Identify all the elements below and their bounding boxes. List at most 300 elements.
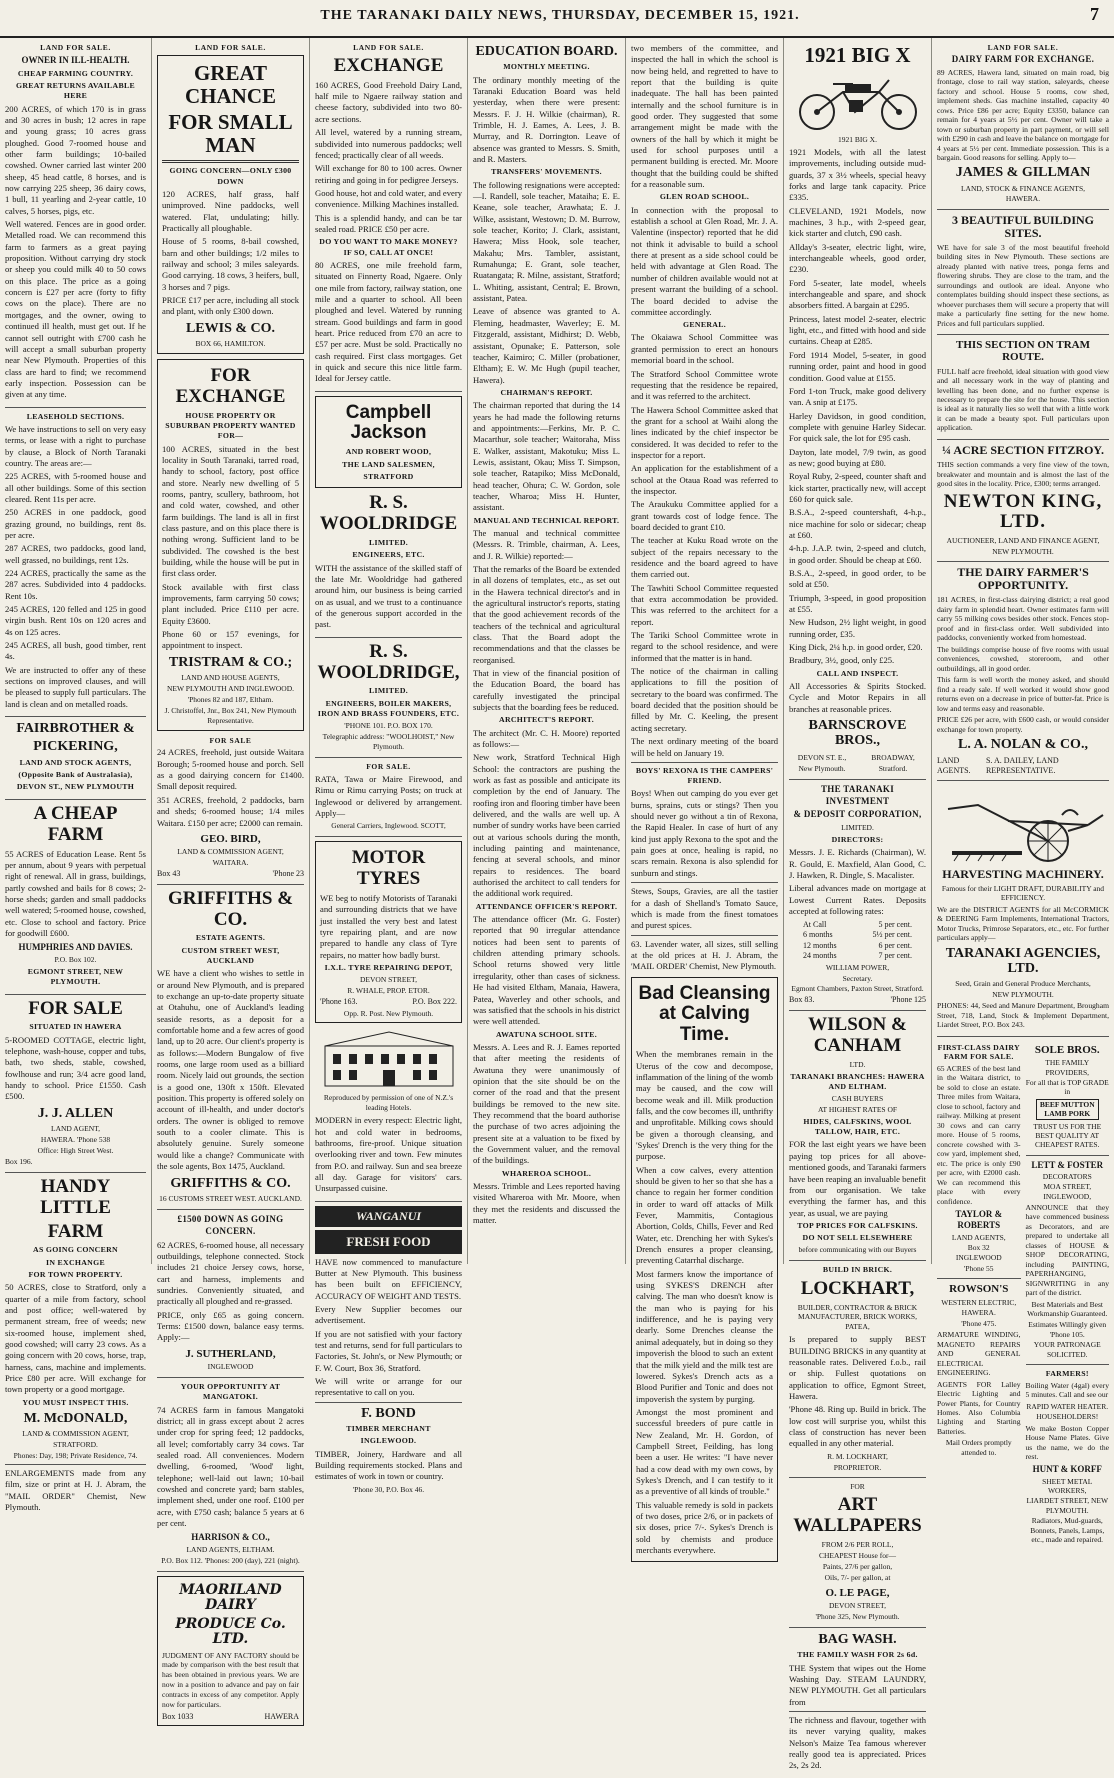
box-number: P.O. Box 222. [412, 996, 457, 1006]
section-label: FOR SALE [209, 735, 252, 745]
ad-sole-bros [1026, 1044, 1110, 1156]
firm-lines [937, 756, 1109, 776]
firm-line: AUCTIONEER, LAND AND FINANCE AGENT, [946, 536, 1100, 546]
firm-line: INGLEWOOD [955, 1253, 1002, 1263]
firm-line: DEVON ST., NEW PLYMOUTH [16, 782, 135, 792]
firm-line: R. WHALE, PROP. ETOR. [347, 986, 430, 996]
ad-body: The buildings comprise house of five rooms with usual conveniences, cowshed, storeroom, and other outbuildings, all in good order. [937, 644, 1109, 673]
article-paragraph: That in view of the financial position of the Education Board, the board has carefully investigated the principal subjects that the boarding fees be reduced. [473, 668, 620, 713]
article-subhead: CHAIRMAN'S REPORT. [500, 387, 593, 397]
box-number: Box 1033 [162, 1711, 194, 1721]
ad-body: Messrs. J. E. Richards (Chairman), W. R. Gould, E. Maxfield, Alan Good, C. J. Hawken, R. Dingle, S. Macalister. [789, 847, 926, 881]
ad-going-concern [157, 1214, 304, 1378]
column-2 [152, 38, 310, 1721]
ad-body: 65 ACRES of the best land in the Waitara district, to be sold to close an estate. Three miles from Waitara, close to school, factory and railway. Milking at present 30 cows and can carry more. House of 5 rooms, concrete cowshed with 3-cow yard, implement shed, etc. The price is only £90 per acre, with £2000 cash. We can recommend this place with every confidence. [937, 1063, 1021, 1206]
phone-number: 'Phone 55 [964, 1263, 994, 1273]
firm-line: ENGINEERS, ETC. [352, 550, 425, 560]
firm-name: HUNT & KORFF [1032, 1464, 1102, 1475]
ad-body: 160 ACRES, Good Freehold Dairy Land, half mile to Ngaere railway station and cheese factory, subdivided into two 80-acre sections. [315, 79, 462, 124]
list-item: 225 ACRES, with 5-roomed house and all other buildings. Some of this section cleared. Rent 11s per acre. [5, 471, 146, 504]
divider [162, 160, 299, 163]
masthead [0, 0, 1114, 38]
ad-wilson-canham [789, 1015, 926, 1261]
ad-title: ART WALLPAPERS [793, 1494, 922, 1537]
firm-line: New Plymouth. [798, 763, 846, 773]
article-title: EDUCATION BOARD. [475, 44, 618, 59]
ad-title: FARMERS! [1045, 1369, 1089, 1379]
firm-line: NEW PLYMOUTH. [992, 989, 1054, 999]
ad-body: WE have a client who wishes to settle in or around New Plymouth, and is prepared to exchange an up-to-date property situate at Otahuhu, one of Auckland's leading seaside resorts, as a deposit for a comfortable home and a few acres of good land, up to 20 acre. Our client's property is as follows:—Modern Bungalow of five rooms, one large room used as a billiard room. Nicely laid out grounds, the section is a good one, 130ft x 150ft. Elevated position. This property is offered solely on account of ill-health, and under doctor's orders. The owner is obliged to remove south to a cooler climate. This is absolutely genuine. Surely someone would like a change? Communicate with the sole agents, Box 1475, Auckland. [157, 968, 304, 1172]
firm-line: THE FAMILY PROVIDERS, [1045, 1058, 1090, 1077]
ad-subtitle: THE FAMILY WASH FOR 2s 6d. [797, 1650, 918, 1660]
ad-body: The richness and flavour, together with its never varying quality, makes Nelson's Maize Tea famous wherever really good tea is appreciated. Prices 2s, 2s 2d. [789, 1714, 926, 1771]
ad-title: LEASEHOLD SECTIONS. [26, 411, 125, 421]
ad-fairbrother-pickering [5, 721, 146, 800]
firm-line: LAND AGENT, [50, 1124, 101, 1134]
ad-line: HOUSEHOLDERS! [1036, 1412, 1099, 1422]
firm-line: ESTATE AGENTS. [195, 933, 266, 943]
list-item: Royal Ruby, 2-speed, counter shaft and kick starter, practically new, will accept £60 for quick sale. [789, 471, 926, 504]
illustration-caption: Reproduced by permission of one of N.Z.'s leading Hotels. [323, 1093, 454, 1113]
ad-for-sale-hawera [5, 999, 146, 1173]
ad-subtitle: before communicating with our Buyers [798, 1245, 917, 1255]
list-item: 250 ACRES in one paddock, good grazing ground, no buildings, rent 8s. per acre. [5, 507, 146, 540]
article-paragraph: Messrs. Trimble and Lees reported having visited Whareroa with Mr. Moore, when they met the residents and discussed the matter. [473, 1180, 620, 1225]
ad-body: 74 ACRES farm in famous Mangatoki district; all in grass except about 2 acres under crop for spring feed; 12 paddocks, all level; comfortably carry 34 cows. Tar sealed road. All conveniences. Modern dwelling, 6-roomed, 'Wood' light, telephone; well-laid out lawn; 10-bail cowshed and concrete yard; barn stables, implement shed, under one roof. £100 per acre, with £750 cash; balance 5 years at 6 per cent. [157, 1404, 304, 1529]
firm-line: General Carriers, Inglewood. SCOTT, [331, 821, 446, 831]
ad-body: 24 ACRES, freehold, just outside Waitara Borough; 5-roomed house and porch. Sell as a good dairying concern for £1400. Small deposit required. [157, 747, 304, 792]
phone-number: 'Phone 30, P.O. Box 46. [352, 1484, 425, 1494]
ad-subtitle: Famous for their LIGHT DRAFT, DURABILITY and EFFICIENCY. [941, 883, 1105, 903]
ad-subtitle: TOP PRICES FOR CALFSKINS. [797, 1220, 918, 1230]
ad-title: OWNER IN ILL-HEALTH. [21, 54, 130, 65]
logo-text: PRODUCE Co. LTD. [175, 1615, 286, 1648]
list-item: B.S.A., 2-speed countershaft, 4-h.p., nice machine for solo or sidecar; cheap at £60. [789, 507, 926, 540]
bottom-right-ads [1026, 1041, 1110, 1554]
ad-body: MODERN in every respect: Electric light, hot and cold water in bedrooms, bathrooms, fire-proof. Unique situation overlooking river and town. Few minutes from P.O. and railway. Sun and sea breeze all day. Garage for visitors' cars. Unsurpassed cuisine. [315, 1115, 462, 1194]
firm-line: Opp. R. Post. New Plymouth. [343, 1008, 434, 1018]
ad-title: BAG WASH. [818, 1631, 897, 1647]
ad-body: RATA, Tawa or Maire Firewood, and Rimu or Rimu carrying Posts; on truck at Inglewood or delivered by arrangement. Apply— [315, 773, 462, 818]
ad-body: PRICE £17 per acre, including all stock and plant, with only £300 down. [162, 294, 299, 317]
ad-body: WE have for sale 3 of the most beautiful freehold building sites in New Plymouth. These sections are already planted with native trees, ponga ferns and flowering shrubs. They are close to the tram, and the surroundings and outlook are ideal. Anyone who contemplates building should inspect these sections, as whoever purchases them will secure a property that will make a particularly fine setting for the new home. Prices and full particulars supplied. [937, 242, 1109, 328]
ad-tram-route [937, 339, 1109, 440]
firm-name: J. SUTHERLAND, [185, 1347, 276, 1360]
article-paragraph: The notice of the chairman in calling applications to fill the position of secretary to the board was confirmed. The board decided that the position should be filled by Mr. C. Keeling, the present acting secretary. [631, 666, 778, 733]
ad-body: This farm is well worth the money asked, and should find a ready sale. If well worked it would show good returns even on a decrease in price of butter-fat. Price is low and terms easy and reasonable. [937, 675, 1109, 713]
list-item: Princess, latest model 2-seater, electric light, etc., and fitted with hood and side curtains. Cheap at £285. [789, 313, 926, 347]
firm-line: P.O. Box 102. [54, 955, 97, 965]
firm-name: THE TARANAKI INVESTMENT [820, 783, 895, 806]
rate-value: 5 per cent. [878, 919, 912, 929]
firm-name: R. S. WOOLDRIDGE, [317, 640, 460, 683]
ad-title: FIRST-CLASS DAIRY FARM FOR SALE. [937, 1042, 1020, 1062]
ad-sykes-drench [631, 977, 778, 1563]
ad-body: ENLARGEMENTS made from any film, size or print at H. J. Abram, the "MAIL ORDER" Chemist, New Plymouth. [5, 1468, 146, 1513]
firm-line: 'Phone 325, New Plymouth. [815, 1612, 900, 1622]
ad-title: FOR SALE [28, 997, 123, 1019]
box-number: Box 43 [157, 869, 181, 879]
list-item: King Dick, 2¼ h.p. in good order, £20. [789, 642, 923, 653]
ad-body: 'Phone 48. Ring up. Build in brick. The low cost will surprise you, whilst this class of construction has never been equalled in any other material. [789, 1404, 926, 1449]
ad-body: Every New Supplier becomes our advertisement. [315, 1303, 462, 1326]
firm-line: (Opposite Bank of Australasia), [18, 770, 133, 780]
firm-line: TARANAKI BRANCHES: HAWERA AND ELTHAM. [790, 1071, 925, 1091]
ad-building-sites [937, 214, 1109, 336]
firm-line: Radiators, Mud-guards, Bonnets, Panels, Lamps, etc., made and repaired. [1030, 1516, 1105, 1544]
divider [5, 1464, 146, 1465]
firm-name: L. A. NOLAN & CO., [958, 737, 1088, 753]
ad-body: 100 ACRES, situated in the best locality in South Taranaki, tarred road, handy to school, factory, post office and store. Nearly new dwelling of 5 rooms, pantry, scullery, bathroom, hot and cold water, cowshed, and other farm buildings. The land is all in first class pasture, and on this place there is nothing wrong. Sufficient land to be subdivided. The cowshed is the best building, while the house will be put in first class order. [162, 443, 299, 579]
ad-body: 62 ACRES, 6-roomed house, all necessary outbuildings, telephone connected. Stock includes 21 choice Jersey cows, horse, cart and harness, implements and sundries. Conveniently situated, and practically all ploughed and re-grassed. [157, 1239, 304, 1307]
ad-body: 120 ACRES, half grass, half unimproved. Nine paddocks, well watered. Flat, undulating; hilly. Practically all ploughable. [162, 188, 299, 233]
firm-line: LAND AND STOCK AGENTS, [19, 757, 132, 767]
list-item: 1921 Models, with all the latest improvements, including outside mud-guards, 37 x 3½ wheels, special heavy forks and large tank capacity. Price £335. [789, 146, 926, 203]
section-label: FOR SALE. [366, 761, 411, 771]
ad-line: FROM 2/6 PER ROLL, [821, 1540, 894, 1550]
list-item: 224 ACRES, practically the same as the 287 acres. Subdivided into 4 paddocks. Rent 10s. [5, 567, 146, 601]
ad-line: Estimates Willingly given [1028, 1319, 1107, 1329]
ad-body: WE beg to notify Motorists of Taranaki and surrounding districts that we have just installed the very best and latest tyre repairing plant, and are now prepared to handle any class of Tyre repairs, no matter how badly burst. [320, 892, 457, 960]
article-paragraph: The Tawhiti School Committee requested that extra accommodation be provided. This was referred to the architect for a report. [631, 582, 778, 627]
section-label: LAND FOR SALE. [195, 43, 266, 52]
ad-title: BOYS' REXONA IS THE CAMPERS' FRIEND. [635, 765, 774, 786]
list-item: 245 ACRES, all bush, good timber, rent 4s. [5, 640, 146, 662]
firm-line: LAND AGENTS, ELTHAM. [186, 1545, 275, 1555]
firm-line: Phones: Day, 198; Private Residence, 74. [13, 1451, 138, 1461]
article-paragraph: two members of the committee, and inspected the hall in which the school is now being held, and regretted to have to report that the building is quite inadequate. The hall has been painted internally and the school furniture is in good order. They suggested that some arrangement might be made with the owners of the hall by which it might be used for school purposes until a permanent building is erected. Mr. Moore thought that the building could be shifted for a reasonable sum. [631, 43, 778, 190]
firm-line: J. Christoffel, Jnr., Box 241, New Plymouth Representative. [164, 705, 297, 725]
rate-term: 24 months [803, 951, 837, 961]
ad-body: Boys! When out camping do you ever get burns, sprains, cuts or stings? Then you should never go without a tin of Rexona, the Rapid Healer. In case of hurt of any kind just apply Rexona to the spot and the pain goes at once, healing is rapid, no scars remain. Rexona is also splendid for sunburn and stings. [631, 788, 778, 878]
ad-title: £1500 DOWN AS GOING CONCERN. [177, 1213, 284, 1236]
firm-name: GEO. BIRD, [200, 832, 261, 845]
rate-value: 7 per cent. [878, 951, 912, 961]
firm-line: LAND AGENTS. [937, 755, 971, 775]
phone-number: 'Phone 163. [320, 996, 358, 1006]
article-subhead: GENERAL. [683, 320, 726, 330]
ad-body: We will write or arrange for our representative to call on you. [315, 1376, 462, 1398]
list-item: Ford 1-ton Truck, make good delivery van. A snip at £175. [789, 385, 926, 408]
page-number: 7 [1090, 4, 1100, 24]
ad-body: When the membranes remain in the Uterus of the cow and decompose, inflammation of the lining of the womb may be caused, and the cow will become weak and ill. Milk production falls, and the cow becomes ill, unthrifty and unprofitable. Milking cows should be given a thorough cleansing, and 'Sykes' Drench is the very thing for the purpose. [636, 1049, 773, 1162]
ad-body: Well watered. Fences are in good order. Metalled road. We can recommend this farm to farmers as a great paying proposition. Without carrying dry stock or sheep you could milk 40 to 50 cows on this place. The price as a going concern is £27 per acre (forty to fifty cows on the place). There are no mortgages, and the owner, owing to continued ill health, must get out. If he cannot sell outright with £700 cash he will accept a small suburban property near New Plymouth. Properties of this class are hard to find; we recommend early inspection. Possession can be given at any time. [5, 219, 146, 400]
firm-line: Egmont Chambers, Paxton Street, Stratford. [791, 984, 924, 994]
firm-name: GRIFFITHS & CO. [170, 1175, 291, 1191]
article-paragraph: The chairman reported that during the 14 years he had made the following returns and appointments:—Ferkins, Mr. P. C. Macarthur, sole teacher; Waitoraha, Miss E. Walker, assistant, Makotuku; Miss L. Lewis, assistant, Okau; Miss T. Simpson, sole teacher, Ratapiko; Miss McDonald, head teacher, Ohura; C. W. Gordon, sole teacher, Wharoa; Miss H. Hunter, assistant. [473, 400, 620, 513]
ad-subtitle: DO NOT SELL ELSEWHERE [802, 1233, 913, 1243]
firm-line: BOX 66, HAMILTON. [195, 339, 266, 348]
list-item: New Hudson, 2½ light weight, in good running order, £35. [789, 617, 926, 639]
ad-title: MOTOR TYRES [351, 847, 426, 889]
ad-subtitle: HIDES, CALFSKINS, WOOL TALLOW, HAIR, ETC. [803, 1116, 912, 1137]
ad-maoriland-dairy [157, 1576, 304, 1726]
ad-subtitle: AT HIGHEST RATES OF [817, 1105, 898, 1115]
article-paragraph: The Tariki School Committee wrote in regard to the school residence, and were informed that the matter is in hand. [631, 630, 778, 663]
ad-body: Most farmers know the importance of using SYKES'S DRENCH after calving. The man who doesn't know is the man who is paying for his indifference, and he is paying very dearly. Some Drenches cleanse the animal adequately, but in doing so they impoverish the blood to such an extent that the milk yield and the milk test are lowered. Sykes's Drench acts as a Blood Purifier and Tonic and does not impoverish the system by purging. [636, 1268, 773, 1404]
firm-line: PROPRIETOR. [833, 1462, 882, 1472]
rate-value: 5½ per cent. [872, 930, 912, 940]
article-paragraph: An application for the establishment of a school at the Otaua Road was referred to the inspector. [631, 463, 778, 496]
ad-subtitle: FOR TOWN PROPERTY. [28, 1270, 123, 1279]
box-number: Box 83. [789, 995, 815, 1005]
article-subhead: TRANSFERS' MOVEMENTS. [491, 167, 602, 177]
firm-line: 16 CUSTOMS STREET WEST. AUCKLAND. [159, 1193, 302, 1203]
firm-line: For all that is TOP GRADE in [1025, 1078, 1109, 1097]
ad-title: HANDY LITTLE [40, 1175, 111, 1218]
article-paragraph: The Okaiawa School Committee was granted permission to erect an honours memorial board in the school. [631, 332, 778, 366]
firm-line: INGLEWOOD [207, 1362, 254, 1372]
firm-line: INGLEWOOD. [360, 1436, 417, 1446]
firm-name: PICKERING, [33, 739, 118, 755]
ad-body: We are instructed to offer any of these sections on improved clauses, and will be pleased to supply full particulars. The land is clean and on metalled roads. [5, 664, 146, 709]
ad-rowsons [937, 1283, 1021, 1462]
firm-name: TARANAKI AGENCIES, LTD. [945, 945, 1101, 976]
ad-title: FARM [47, 1220, 104, 1242]
ad-body: Good house, hot and cold water, and every convenience. Milking Machines installed. [315, 187, 462, 210]
firm-line: Stratford. [878, 763, 908, 773]
ad-title: EXCHANGE [333, 54, 444, 76]
motorcycle-illustration [793, 70, 923, 132]
rate-row [789, 951, 926, 962]
article-paragraph: That the remarks of the Board be extended in all dozens of templates, etc., as set out in the Hawera technical director's and in the agricultural instructor's reports, stating that the good achievement records of the teachers of the technical and agricultural class. That the Board adopt the recommendations and that the classes be reorganised. [473, 563, 620, 665]
ad-great-chance [157, 55, 304, 354]
ad-lett-foster [1026, 1160, 1110, 1365]
ad-body: 80 ACRES, one mile freehold farm, situated on Finnerty Road, Ngaere. Only one mile from factory, railway station, one mile and a quarter to school. All been ploughed and level. Watered by running stream. Good buildings and farm in good heart. Price reduced from £70 an acre to £57 per acre. Must be sold. Practically no cash required. First class mortgages. Get in quick and secure this nice little farm. Ideal for Jersey cattle. [315, 259, 462, 384]
ad-body: THE System that wipes out the Home Washing Day. STEAM LAUNDRY, NEW PLYMOUTH. Get all particulars from [789, 1662, 926, 1707]
rate-row [789, 920, 926, 931]
firm-line: LIARDET STREET, NEW PLYMOUTH. [1026, 1496, 1109, 1515]
ad-title: FOR EXCHANGE [175, 364, 286, 407]
firm-contact [320, 997, 457, 1008]
box-number: Box 196. [5, 1156, 33, 1166]
ad-body: 351 ACRES, freehold, 2 paddocks, barn and sheds; 6-roomed house; 1/4 miles Waitara. £150 per acre; £2000 can remain. [157, 794, 304, 828]
ad-footer [162, 1712, 299, 1723]
ad-subtitle: DO YOU WANT TO MAKE MONEY? IF SO, CALL AT ONCE! [319, 237, 458, 257]
ad-body: ARMATURE WINDING, MAGNETO REPAIRS AND GENERAL ELECTRICAL ENGINEERING. [937, 1330, 1021, 1378]
ad-title: THE DAIRY FARMER'S OPPORTUNITY. [957, 565, 1089, 593]
ad-body: All Accessories & Spirits Stocked. Cycle and Motor Repairs in all branches at reasonable prices. [789, 681, 926, 714]
ad-line: RAPID WATER HEATER. [1026, 1401, 1109, 1411]
column-1 [0, 38, 152, 1513]
column-6 [784, 38, 932, 1771]
firm-name: TAYLOR & ROBERTS [955, 1209, 1003, 1231]
meat-box: BEEF MUTTON LAMB PORK [1036, 1099, 1100, 1120]
ad-subtitle: IN EXCHANGE [46, 1257, 105, 1267]
divider [789, 1711, 926, 1712]
ad-griffiths [157, 889, 304, 1210]
ad-body: Is prepared to supply BEST BUILDING BRICKS in any quantity at reasonable rates. Delivered f.o.b., rail or ship. Fullest quotations on application to office, Egmont Street, Hawera. [789, 1334, 926, 1401]
ad-title: 1921 BIG X [804, 43, 911, 67]
firm-line: WESTERN ELECTRIC, [941, 1297, 1017, 1307]
harvesting-machine-illustration [938, 785, 1108, 865]
firm-name: ROWSON'S [949, 1283, 1009, 1296]
ad-firewood [315, 762, 462, 837]
list-item: Harley Davidson, in good condition, complete with genuine Harley Sidecar. For quick sale, the lot for £95 cash. [789, 410, 926, 444]
ad-harvesting-machinery [937, 785, 1109, 1037]
ad-line: CHEAPEST House for— [819, 1550, 896, 1560]
ad-leasehold-sections [5, 412, 146, 718]
firm-line: BROADWAY, [871, 752, 915, 762]
list-item: Triumph, 3-speed, in good proposition at £55. [789, 592, 926, 615]
ad-title: THIS SECTION ON TRAM ROUTE. [956, 339, 1090, 364]
firm-line: 'Phones 82 and 187, Eltham. [187, 694, 274, 704]
list-item: Allday's 3-seater, electric light, wire, interchangeable wheels, good order, £230. [789, 241, 926, 275]
article-paragraph: The ordinary monthly meeting of the Taranaki Education Board was held yesterday, when there were present: Messrs. F. J. H. Wilkie (chairman), R. Trimble, H. J. Eames, A. Lees, J. B. Murray, and R. Dorrington. Leave of absence was granted to Messrs. S. Smith, and R. Masters. [473, 74, 620, 165]
ad-subtitle: AS GOING CONCERN [33, 1245, 118, 1255]
ad-bag-wash [789, 1632, 926, 1778]
ad-subtitle: CALL AND INSPECT. [816, 668, 899, 678]
ad-first-class-dairy-farm [937, 1043, 1021, 1280]
ad-body: All level, watered by a running stream, subdivided into numerous paddocks; well fenced; practically clear of all weeds. [315, 127, 462, 160]
firm-line: Seed, Grain and General Produce Merchants, [955, 979, 1091, 989]
phone-number: 'Phone 125 [890, 995, 926, 1005]
firm-line: LIMITED. [368, 538, 408, 547]
column-7 [932, 38, 1114, 1544]
firm-line: WAITARA. [212, 858, 249, 868]
ad-big-x-motorcycle [789, 44, 926, 780]
ad-body: ANNOUNCE that they have commenced business as Decorators, and are prepared to undertake all classes of HOUSE & SHOP DECORATING, including PAINTING, PAPERHANGING, SIGNWRITING in any part of the district. [1025, 1203, 1109, 1298]
illustration-caption: 1921 BIG X. [838, 135, 877, 145]
article-subhead: GLEN ROAD SCHOOL. [659, 192, 750, 202]
ad-body: Boiling Water (4gal) every 5 minutes. Call and see our [1025, 1380, 1109, 1400]
bottom-split-ads [937, 1041, 1109, 1554]
ad-wanganui-fresh-food [315, 1206, 462, 1500]
ad-body: 200 ACRES, of which 170 is in grass and 30 acres in bush; 12 acres in rape and young grass; 10 acres grass ploughed. Good 7-roomed house and other farm buildings; 10-bailed cowshed. Owner carried last winter 200 sheep, 45 head cattle, 8 horses, and is now carrying 225 sheep, 36 dairy cows, 1 bull, 11 yearling and 2-year cattle, 10 calves, 5 horses, pigs, etc. [5, 103, 146, 216]
ad-body: When a cow calves, every attention should be given to her so that she has a chance to regain her former condition in order to ward off attacks of Milk Fever, Mammitis, Contagious Abortion, Colds, Chills, Fever and Red Water, etc. Drenching her with Sykes's Drench ensures a proper cleansing, preventing Catarrhal discharge. [636, 1164, 773, 1266]
firm-name: HUMPHRIES AND DAVIES. [18, 942, 133, 953]
town-name: HAWERA [264, 1711, 299, 1721]
ad-footer: Mail Orders promptly attended to. [945, 1438, 1012, 1457]
ad-body: Liberal advances made on mortgage at Lowest Current Rates. Deposits accepted at following rates: [789, 883, 926, 917]
firm-line: R. M. LOCKHART, [827, 1451, 888, 1461]
ad-body: We have instructions to sell on very easy terms, or lease with a right to purchase by clause, a Block of North Taranaki country. The areas are:— [5, 423, 146, 468]
firm-addresses [789, 752, 926, 775]
article-paragraph: The attendance officer (Mr. G. Foster) reported that 90 irregular attendance notices had been sent to parents of children attending primary schools. School returns showed very little irregularity, other than cases of sickness. He had visited Eltham, Manaia, Hawera, Patea, Waverley and other schools, and was satisfied that the schools in his district were well attended. [473, 914, 620, 1027]
firm-line: SHEET METAL WORKERS, [1042, 1476, 1093, 1496]
firm-line: HAWERA. 'Phone 538 [40, 1135, 111, 1145]
list-item: 4-h.p. J.A.P. twin, 2-speed and clutch, in good order. Should be cheap at £60. [789, 543, 926, 565]
ad-body: This is a splendid handy, and can be tar sealed road. PRICE £50 per acre. [315, 212, 462, 234]
ad-body: 55 ACRES of Education Lease. Rent 5s per annum, about 9 years with perpetual right of renewal. All in grass, buildings, partly cowshed and bails for 8 cows; 2-horse sheds; garden and small paddocks well watered; 5-roomed house, cowshed, etc. Close to school and factory. Price for goodwill £600. [5, 848, 146, 938]
firm-name: WILSON & CANHAM [808, 1013, 907, 1056]
firm-line: EGMONT STREET, NEW PLYMOUTH. [27, 967, 124, 987]
ad-taranaki-investment [789, 784, 926, 1011]
ad-body: Stock available with first class improvements, farm carrying 50 cows; plant included. Price £110 per acre. Equity £3600. [162, 581, 299, 626]
firm-line: LAND AND HOUSE AGENTS, [181, 673, 280, 683]
firm-name: SOLE BROS. [1034, 1043, 1100, 1056]
ad-body: WITH the assistance of the skilled staff of the late Mr. Wooldridge had gathered around him, our business is being carried on as usual, and we trust to a continuance of the generous support accorded in the past. [315, 562, 462, 630]
column-5 [626, 38, 784, 1556]
firm-name: LOCKHART, [800, 1277, 915, 1299]
firm-line: LAND & COMMISSION AGENT, [177, 847, 284, 857]
ad-body: PRICE £26 per acre, with £600 cash, or would consider exchange for town property. [937, 715, 1109, 734]
firm-line: S. A. DAILEY, LAND REPRESENTATIVE. [985, 755, 1059, 775]
ad-title: HARVESTING MACHINERY. [942, 866, 1104, 881]
firm-line: BUILDER, CONTRACTOR & BRICK MANUFACTURER, BRICK WORKS, PATEA, [797, 1302, 918, 1332]
firm-name: M. McDONALD, [23, 1411, 128, 1426]
ad-subtitle: CUSTOM STREET WEST, AUCKLAND [181, 945, 280, 966]
ad-for-sale-waitara [157, 736, 304, 885]
ad-lockhart [789, 1265, 926, 1478]
ad-title: GREAT CHANCE [184, 60, 276, 108]
ad-body: 89 ACRES, Hawera land, situated on main road, big frontage, close to rail way station, saleyards, cheese factory and school. House 5 rooms, cow shed, implement sheds. Gas machine installed, capacity 40 cows. Price £86 per acre; Equity £3350, balance can remain for 4 years at 5½ per cent. Owner will take a town or suburban property in part payment, or will sell with £290 in cash and leave the balance on mortgage for 4 years at 5½ per cent. Immediate possession. This is a bargain. Good reasons for selling. Apply to— [937, 67, 1109, 162]
article-paragraph: The following resignations were accepted:—I. Randell, sole teacher, Mataiha; E. E. Keane, sole teacher, Arawhata; E. J. Wilke, assistant, Westown; D. M. Burrow, sole teacher, Korito; J. Clark, assistant, Hawera; Miss Hook, sole teacher, Makahu; Mrs. Tambler, assistant, Rumahunga; E. Grant, sole teacher, Ruatangata; R. Milne, assistant, Stratford; L. Whiting, assistant, Central; E. Brown, assistant, Patea. [473, 179, 620, 304]
firm-line: Office: High Street West. [37, 1145, 114, 1155]
article-paragraph: The architect (Mr. C. H. Moore) reported as follows:— [473, 727, 620, 750]
ad-title: YOUR OPPORTUNITY AT MANGATOKI. [180, 1382, 281, 1402]
firm-line: DEVON STREET, [829, 1601, 886, 1611]
ad-title: A CHEAP FARM [33, 802, 118, 845]
ad-art-wallpapers [789, 1482, 926, 1628]
ad-body: We are the DISTRICT AGENTS for all McCORMICK & DEERING Farm Implements, International Tractors, Motor Trucks, Primrose Separators, etc., etc. For further particulars apply— [937, 904, 1109, 943]
firm-line: LAND & COMMISSION AGENT, [22, 1429, 129, 1439]
firm-name: NEWTON KING, LTD. [943, 490, 1103, 533]
firm-name: R. S. WOOLDRIDGE [319, 492, 458, 535]
firm-line: DEVON STREET, [360, 975, 417, 985]
ad-title: DAIRY FARM FOR EXCHANGE. [951, 54, 1095, 65]
ad-subtitle: CHEAP FARMING COUNTRY. [17, 68, 134, 78]
article-paragraph: New work, Stratford Technical High School: the contractors are pushing the work as fast as possible and anticipate its completion by the end of January. The roofing iron and flooring timber have been delivered, and the walls are well up. A number of sundry works have been carried out at various schools during the month, including painting and maintenance, fencing at several schools, and minor repairs to residences. The board authorised the architect to call tenders for the additional work required. [473, 752, 621, 899]
firm-line: ENGINEERS, BOILER MAKERS, IRON AND BRASS FOUNDERS, ETC. [317, 698, 460, 718]
ad-body: PHONES: 44, Seed and Manure Department, Brougham Street, 718, Land, Stock & Implement Department, Liardet Street, P.O. Box 243. [937, 1001, 1109, 1030]
firm-name: JAMES & GILLMAN [955, 165, 1091, 181]
firm-line: LIMITED. [841, 823, 874, 833]
ad-motor-tyres [315, 841, 462, 1023]
list-item: CLEVELAND, 1921 Models, now machines, 3 h.p., with 2-speed gear, kick starter and clutch, £90 cash. [789, 205, 926, 239]
rate-term: 6 months [803, 930, 833, 940]
firm-line: TIMBER MERCHANT [346, 1424, 431, 1434]
ad-body: AGENTS FOR Lalley Electric Lighting and Power Plants, for Country Homes. Also Columbia Lighting and Starting Batteries. [937, 1379, 1021, 1436]
ad-body: 50 ACRES, close to Stratford, only a quarter of a mile from factory, school and post office; well-watered by permanent stream, free of weeds; new six-roomed house, implement shed, good cowshed; will carry 23 cows. As a going concern with 20 cows, horse, trap, harness, cans, machine and implements. Price £80 per acre. Will exchange for town property or a good mortgage. [5, 1282, 146, 1395]
ad-title: Bad Cleansing at Calving Time. [638, 982, 771, 1046]
ad-exchange [315, 56, 462, 392]
ad-subtitle: SITUATED IN HAWERA [29, 1022, 122, 1032]
ad-mangatoki [157, 1382, 304, 1572]
ad-body: Will exchange for 80 to 100 acres. Owner retiring and going in for pedigree Jerseys. [315, 163, 462, 185]
ad-body: PRICE, only £65 as going concern. Terms: £1500 down, balance easy terms. Apply:— [157, 1309, 304, 1343]
list-item: Ford 1914 Model, 5-seater, in good running order, paint and hood in good condition. Good value at £155. [789, 349, 926, 383]
divider [631, 762, 778, 763]
firm-line: P.O. Box 112. 'Phones: 200 (day), 221 (night). [161, 1556, 300, 1566]
firm-name: & DEPOSIT CORPORATION, [793, 809, 922, 820]
hotel-building-illustration [319, 1028, 459, 1090]
logo-text: MAORILAND DAIRY [179, 1582, 282, 1614]
list-item: 245 ACRES, 120 felled and 125 in good virgin bush. Rent 10s on 120 acres and 4s on 125 acres. [5, 604, 146, 637]
firm-name: BARNSCROVE BROS., [808, 718, 907, 749]
firm-name: LEWIS & CO. [185, 320, 276, 336]
firm-line: THE LAND SALESMEN, [342, 459, 435, 469]
rate-row [789, 930, 926, 941]
firm-name: I.X.L. TYRE REPAIRING DEPOT, [324, 962, 453, 972]
article-paragraph: Leave of absence was granted to A. Fleming, headmaster, Waverley; E. M. Fitzgerald, assistant, Midhirst; D. Webb, assistant, Opunake; E. Patterson, sole teacher, Kaimiro; C. Miller (probationer, Eltham); E. W. Mc Hugh (pupil teacher, Hawera). [473, 306, 620, 385]
article-subhead: WHAREROA SCHOOL. [501, 1168, 592, 1178]
divider [631, 882, 778, 883]
ad-body: THIS section commands a very fine view of the town, breakwater and mountain and is almost the last of the good sites in the locality. Price, £300; terms arranged. [937, 460, 1109, 489]
ad-subtitle: DIRECTORS: [831, 835, 884, 845]
ad-body: If you are not satisfied with your factory test and returns, send for full particulars to Factories, St. John's, or New Plymouth; or F. W. Court, Box 36, Stratford. [315, 1328, 462, 1373]
article-paragraph: The manual and technical committee (Messrs. R. Trimble, chairman, A. Lees, and J. R. Wilkie) reported:— [473, 527, 620, 561]
ad-line: Best Materials and Best Workmanship Guaranteed. [1027, 1299, 1108, 1319]
firm-name: HARRISON & CO., [191, 1532, 270, 1543]
ad-title: 3 BEAUTIFUL BUILDING SITES. [951, 212, 1095, 240]
phone-number: 'Phone 23 [272, 869, 304, 879]
ad-body: Amongst the most prominent and successful breeders of pure cattle in New Zealand, Mr. H. Gordon, of Campbell Street, Feilding, has long been a user. He writes: "I have never had a cow dead with my own cows, by Sykes's Drench, and I can testify to it as a preventive of all kinds of trouble." [636, 1406, 773, 1497]
firm-line: WILLIAM POWER, [825, 962, 890, 972]
ad-body: HAVE now commenced to manufacture Butter at New Plymouth. This business has been built on EFFICIENCY, ACCURACY OF WEIGHT AND TESTS. [315, 1256, 462, 1301]
ad-subtitle: FOR [850, 1482, 865, 1492]
ad-line: YOUR PATRONAGE SOLICITED. [1033, 1340, 1101, 1359]
